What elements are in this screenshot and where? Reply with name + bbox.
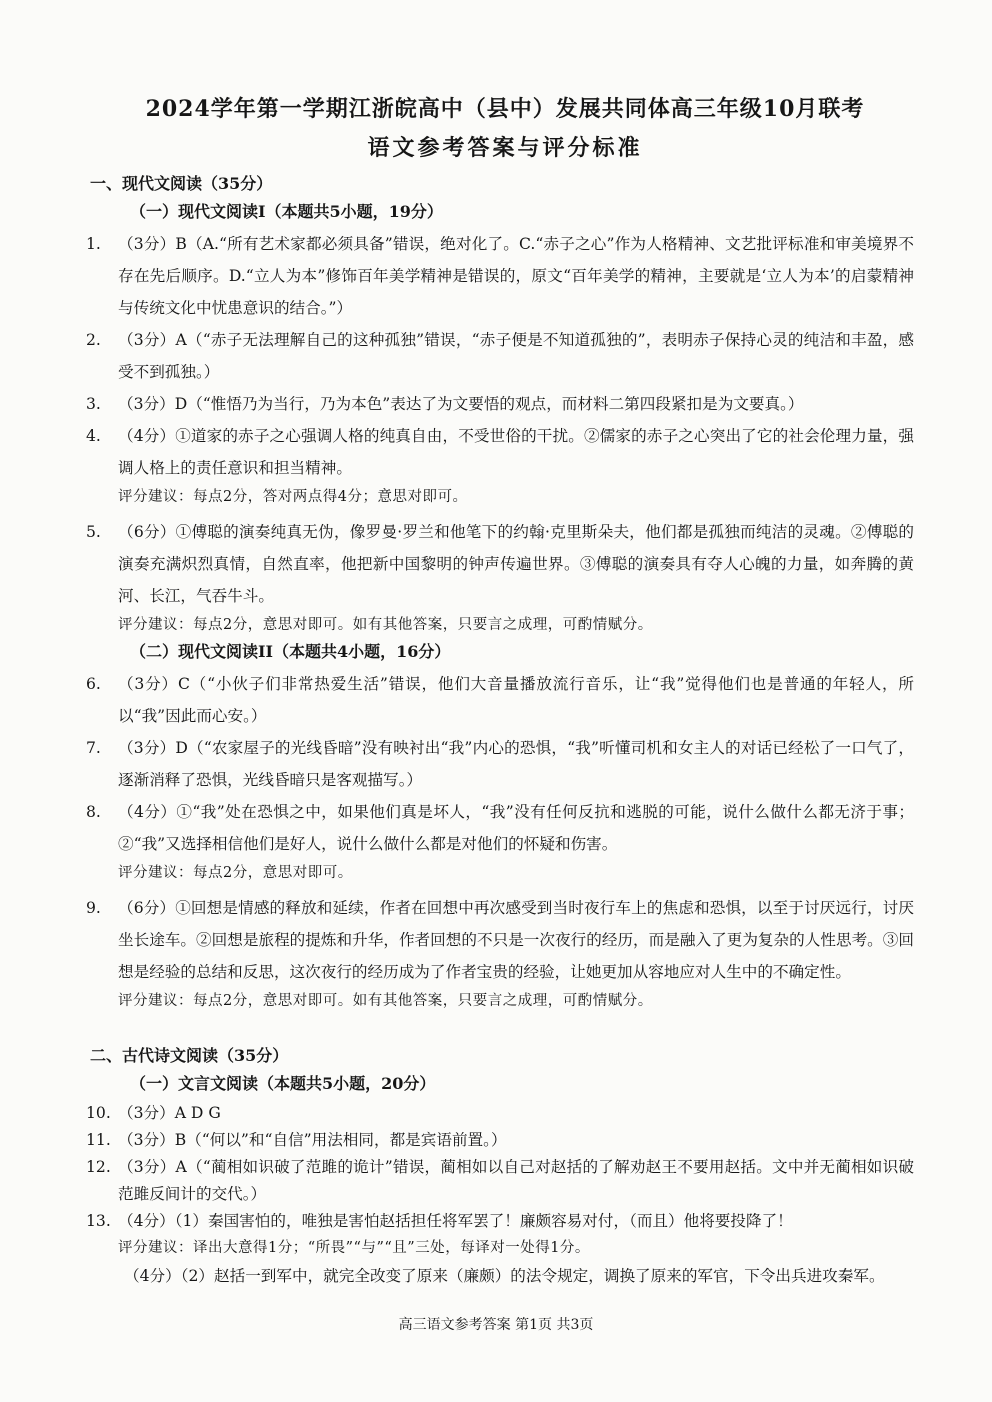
answer-text: （3分）D（“农家屋子的光线昏暗”没有映衬出“我”内心的恐惧，“我”听懂司机和女主人的对话已经松了一口气了，逐渐消释了恐惧，光线昏暗只是客观描写。） bbox=[118, 739, 914, 789]
item-number: 5. bbox=[86, 523, 101, 541]
answer-item-12 bbox=[86, 1154, 914, 1208]
scoring-note-8: 评分建议：每点2分，意思对即可。 bbox=[118, 865, 353, 881]
item-number: 6. bbox=[86, 675, 101, 693]
subsection-heading-2-1: （一）文言文阅读（本题共5小题，20分） bbox=[130, 1074, 436, 1093]
subsection-heading-1-2: （二）现代文阅读II（本题共4小题，16分） bbox=[130, 642, 451, 661]
item-number: 7. bbox=[86, 739, 101, 757]
answer-item-5 bbox=[86, 516, 914, 612]
answer-text: （4分）①道家的赤子之心强调人格的纯真自由，不受世俗的干扰。②儒家的赤子之心突出了它的社会伦理力量，强调人格上的责任意识和担当精神。 bbox=[118, 427, 914, 477]
answer-item-3 bbox=[86, 388, 914, 420]
answer-item-7 bbox=[86, 732, 914, 796]
answer-item-2 bbox=[86, 324, 914, 388]
answer-text: （3分）B（A.“所有艺术家都必须具备”错误，绝对化了。C.“赤子之心”作为人格精神、文艺批评标准和审美境界不存在先后顺序。D.“立人为本”修饰百年美学精神是错误的，原文“百年美学的精神，主要就是‘立人为本’的启蒙精神与传统文化中忧患意识的结合。”） bbox=[118, 235, 914, 317]
subsection-heading-1-1: （一）现代文阅读I（本题共5小题，19分） bbox=[130, 202, 443, 221]
item-number: 3. bbox=[86, 395, 101, 413]
answer-item-13-part-2: （4分）（2）赵括一到军中，就完全改变了原来（廉颇）的法令规定，调换了原来的军官，下令出兵进攻秦军。 bbox=[124, 1267, 885, 1285]
scoring-note-5: 评分建议：每点2分，意思对即可。如有其他答案，只要言之成理，可酌情赋分。 bbox=[118, 617, 653, 633]
page-subtitle: 语文参考答案与评分标准 bbox=[367, 135, 643, 161]
section-heading-1: 一、现代文阅读（35分） bbox=[90, 174, 273, 193]
answer-text: （4分）①“我”处在恐惧之中，如果他们真是坏人，“我”没有任何反抗和逃脱的可能，说什么做什么都无济于事；②“我”又选择相信他们是好人，说什么做什么都是对他们的怀疑和伤害。 bbox=[118, 803, 914, 853]
item-number: 10. bbox=[86, 1104, 111, 1122]
scoring-note-4: 评分建议：每点2分，答对两点得4分；意思对即可。 bbox=[118, 489, 468, 505]
page-title: 2024学年第一学期江浙皖高中（县中）发展共同体高三年级10月联考 bbox=[145, 96, 865, 122]
item-number: 9. bbox=[86, 899, 101, 917]
answer-text: （4分）（1）秦国害怕的，唯独是害怕赵括担任将军罢了！廉颇容易对付，（而且）他将要投降了！ bbox=[118, 1212, 793, 1230]
item-number: 12. bbox=[86, 1158, 111, 1176]
answer-item-1 bbox=[86, 228, 914, 324]
scoring-note-13: 评分建议：译出大意得1分；“所畏”“与”“且”三处，每译对一处得1分。 bbox=[118, 1240, 590, 1256]
answer-item-6 bbox=[86, 668, 914, 732]
answer-text: （3分）B（“何以”和“自信”用法相同，都是宾语前置。） bbox=[118, 1131, 507, 1149]
answer-text: （3分）D（“惟悟乃为当行，乃为本色”表达了为文要悟的观点，而材料二第四段紧扣是为文要真。） bbox=[118, 395, 804, 413]
item-number: 2. bbox=[86, 331, 101, 349]
item-number: 13. bbox=[86, 1212, 111, 1230]
item-number: 8. bbox=[86, 803, 101, 821]
answer-item-10 bbox=[86, 1100, 914, 1127]
answer-item-9 bbox=[86, 892, 914, 988]
answer-item-11 bbox=[86, 1127, 914, 1154]
section-gap bbox=[86, 1020, 914, 1042]
answer-text: （3分）A（“蔺相如识破了范雎的诡计”错误，蔺相如以自己对赵括的了解劝赵王不要用赵括。文中并无蔺相如识破范雎反间计的交代。） bbox=[118, 1158, 914, 1203]
section-heading-2: 二、古代诗文阅读（35分） bbox=[90, 1046, 289, 1065]
answer-text: （3分）A D G bbox=[118, 1104, 221, 1122]
answer-item-4 bbox=[86, 420, 914, 484]
scoring-note-9: 评分建议：每点2分，意思对即可。如有其他答案，只要言之成理，可酌情赋分。 bbox=[118, 993, 653, 1009]
item-number: 11. bbox=[86, 1131, 111, 1149]
answer-text: （6分）①回想是情感的释放和延续，作者在回想中再次感受到当时夜行车上的焦虑和恐惧，以至于讨厌远行，讨厌坐长途车。②回想是旅程的提炼和升华，作者回想的不只是一次夜行的经历，而是融入了更为复杂的人性思考。③回想是经验的总结和反思，这次夜行的经历成为了作者宝贵的经验，让她更加从容地应对人生中的不确定性。 bbox=[118, 899, 914, 981]
answer-item-13 bbox=[86, 1208, 914, 1235]
answer-text: （3分）A（“赤子无法理解自己的这种孤独”错误，“赤子便是不知道孤独的”，表明赤子保持心灵的纯洁和丰盈，感受不到孤独。） bbox=[118, 331, 914, 381]
answer-text: （3分）C（“小伙子们非常热爱生活”错误，他们大音量播放流行音乐，让“我”觉得他们也是普通的年轻人，所以“我”因此而心安。） bbox=[118, 675, 914, 725]
answer-item-8 bbox=[86, 796, 914, 860]
page-footer: 高三语文参考答案 第1页 共3页 bbox=[398, 1317, 594, 1333]
item-number: 4. bbox=[86, 427, 101, 445]
answer-text: （6分）①傅聪的演奏纯真无伪，像罗曼·罗兰和他笔下的约翰·克里斯朵夫，他们都是孤独而纯洁的灵魂。②傅聪的演奏充满炽烈真情，自然直率，他把新中国黎明的钟声传遍世界。③傅聪的演奏具有夺人心魄的力量，如奔腾的黄河、长江，气吞牛斗。 bbox=[118, 523, 914, 605]
item-number: 1. bbox=[86, 235, 101, 253]
